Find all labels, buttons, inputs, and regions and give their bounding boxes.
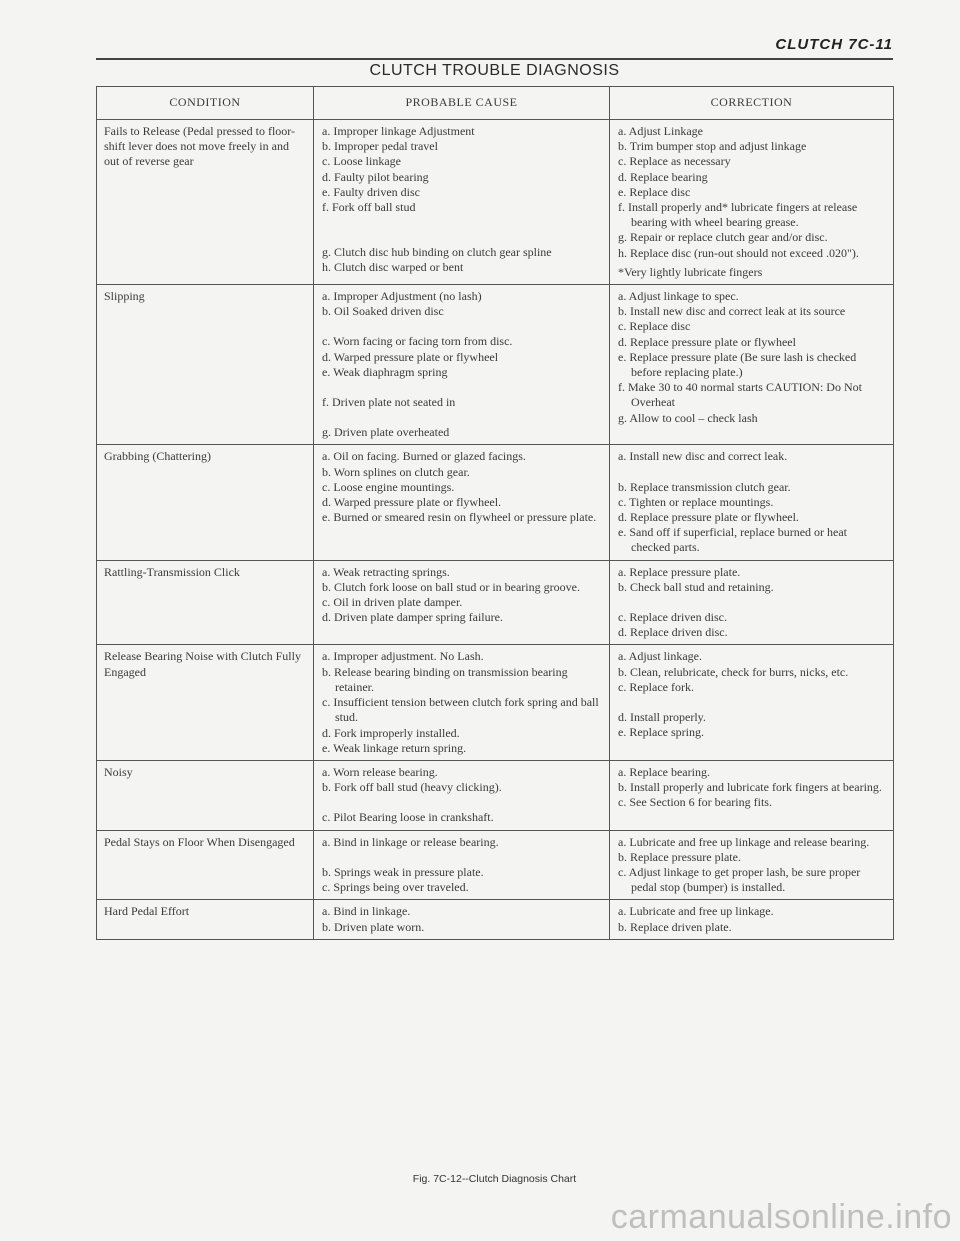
- condition-cell: Pedal Stays on Floor When Disengaged: [97, 830, 314, 900]
- cause-item: c. Worn facing or facing torn from disc.: [322, 334, 513, 349]
- correction-item: b. Trim bumper stop and adjust linkage: [618, 139, 807, 154]
- cause-item: g. Driven plate overheated: [322, 425, 450, 440]
- correction-item: b. Check ball stud and retaining.: [618, 579, 774, 594]
- correction-cell: [610, 645, 894, 760]
- cause-cell: [314, 445, 610, 560]
- cause-item: b. Worn splines on clutch gear.: [322, 464, 470, 479]
- correction-item: c. Replace fork.: [618, 679, 694, 694]
- cause-item: c. Springs being over traveled.: [322, 879, 469, 894]
- correction-item: c. See Section 6 for bearing fits.: [618, 795, 772, 810]
- cause-cell: [314, 120, 610, 285]
- correction-item: f. Make 30 to 40 normal starts CAUTION: Do Not Overheat: [618, 380, 862, 410]
- condition-cell: Fails to Release (Pedal pressed to floor-shift lever does not move freely in and out of reverse gear: [97, 120, 314, 285]
- correction-item: a. Replace pressure plate.: [618, 564, 741, 579]
- correction-item: f. Install properly and* lubricate fingers at release bearing with wheel bearing grease.: [618, 200, 858, 230]
- correction-item: c. Tighten or replace mountings.: [618, 494, 774, 509]
- cause-item: f. Driven plate not seated in: [322, 395, 456, 410]
- cause-item: f. Fork off ball stud: [322, 200, 416, 215]
- watermark: carmanualsonline.info: [610, 1198, 952, 1236]
- correction-item: g. Repair or replace clutch gear and/or disc.: [618, 230, 828, 245]
- diagnosis-table: [96, 86, 894, 940]
- cause-item: a. Improper adjustment. No Lash.: [322, 649, 484, 664]
- correction-cell: [610, 760, 894, 830]
- cause-item: c. Oil in driven plate damper.: [322, 595, 463, 610]
- correction-item: e. Replace disc: [618, 184, 691, 199]
- cause-cell: [314, 285, 610, 445]
- cause-item: h. Clutch disc warped or bent: [322, 260, 464, 275]
- cause-item: b. Improper pedal travel: [322, 139, 438, 154]
- correction-item: h. Replace disc (run-out should not exceed .020").: [618, 245, 859, 260]
- table-row: [97, 560, 894, 645]
- condition-cell: Rattling-Transmission Click: [97, 560, 314, 645]
- cause-cell: [314, 830, 610, 900]
- cause-cell: [314, 645, 610, 760]
- cause-item: a. Bind in linkage or release bearing.: [322, 834, 499, 849]
- cause-cell: [314, 900, 610, 939]
- correction-item: b. Clean, relubricate, check for burrs, nicks, etc.: [618, 664, 849, 679]
- column-header-cause: PROBABLE CAUSE: [314, 87, 610, 120]
- condition-cell: Release Bearing Noise with Clutch Fully Engaged: [97, 645, 314, 760]
- correction-cell: [610, 560, 894, 645]
- cause-item: b. Springs weak in pressure plate.: [322, 864, 484, 879]
- cause-item: e. Weak diaphragm spring: [322, 364, 448, 379]
- correction-item: d. Replace pressure plate or flywheel: [618, 334, 796, 349]
- cause-item: d. Driven plate damper spring failure.: [322, 610, 503, 625]
- cause-cell: [314, 560, 610, 645]
- correction-item: a. Adjust linkage.: [618, 649, 702, 664]
- correction-item: c. Adjust linkage to get proper lash, be sure proper pedal stop (bumper) is installed.: [618, 864, 861, 895]
- correction-item: a. Replace bearing.: [618, 764, 710, 779]
- table-row: [97, 120, 894, 285]
- cause-item: c. Insufficient tension between clutch fork spring and ball stud.: [322, 695, 599, 725]
- figure-caption: Fig. 7C-12--Clutch Diagnosis Chart: [412, 1173, 577, 1185]
- correction-item: a. Adjust Linkage: [618, 124, 703, 138]
- page-header: CLUTCH 7C-11: [775, 36, 893, 53]
- correction-item: b. Replace transmission clutch gear.: [618, 479, 791, 494]
- cause-item: d. Faulty pilot bearing: [322, 169, 429, 184]
- correction-item: d. Replace driven disc.: [618, 625, 728, 640]
- correction-item: c. Replace as necessary: [618, 154, 731, 169]
- cause-cell: [314, 760, 610, 830]
- condition-cell: Slipping: [97, 285, 314, 445]
- cause-item: d. Warped pressure plate or flywheel.: [322, 495, 502, 510]
- cause-item: c. Pilot Bearing loose in crankshaft.: [322, 810, 494, 825]
- table-row: [97, 285, 894, 445]
- cause-item: d. Warped pressure plate or flywheel: [322, 349, 499, 364]
- correction-item: c. Replace driven disc.: [618, 610, 727, 625]
- condition-cell: Noisy: [97, 760, 314, 830]
- correction-item: b. Replace pressure plate.: [618, 849, 741, 864]
- correction-cell: [610, 120, 894, 285]
- cause-item: a. Bind in linkage.: [322, 904, 411, 919]
- cause-item: a. Improper Adjustment (no lash): [322, 289, 482, 304]
- lubrication-note: *Very lightly lubricate fingers: [618, 264, 763, 279]
- cause-item: a. Improper linkage Adjustment: [322, 124, 475, 138]
- cause-item: a. Oil on facing. Burned or glazed facings.: [322, 449, 526, 464]
- correction-item: d. Install properly.: [618, 710, 706, 725]
- cause-item: a. Worn release bearing.: [322, 764, 438, 779]
- cause-item: b. Oil Soaked driven disc: [322, 304, 444, 319]
- cause-item: b. Driven plate worn.: [322, 919, 425, 934]
- condition-cell: Grabbing (Chattering): [97, 445, 314, 560]
- correction-item: b. Replace driven plate.: [618, 919, 732, 934]
- correction-item: e. Replace pressure plate (Be sure lash is checked before replacing plate.): [618, 349, 857, 380]
- correction-item: d. Replace pressure plate or flywheel.: [618, 510, 799, 525]
- correction-item: g. Allow to cool – check lash: [618, 410, 758, 425]
- cause-item: e. Weak linkage return spring.: [322, 740, 467, 755]
- cause-item: b. Release bearing binding on transmission bearing retainer.: [322, 664, 568, 694]
- chart-title: CLUTCH TROUBLE DIAGNOSIS: [369, 62, 620, 79]
- cause-item: e. Faulty driven disc: [322, 184, 420, 199]
- cause-item: d. Fork improperly installed.: [322, 725, 460, 740]
- correction-item: b. Install properly and lubricate fork fingers at bearing.: [618, 780, 882, 795]
- correction-item: e. Sand off if superficial, replace burned or heat checked parts.: [618, 525, 848, 555]
- cause-item: b. Fork off ball stud (heavy clicking).: [322, 780, 502, 795]
- column-header-condition: CONDITION: [97, 87, 314, 120]
- correction-cell: [610, 830, 894, 900]
- correction-cell: [610, 285, 894, 445]
- cause-item: c. Loose engine mountings.: [322, 479, 455, 494]
- cause-item: a. Weak retracting springs.: [322, 564, 450, 579]
- correction-item: b. Install new disc and correct leak at its source: [618, 304, 846, 319]
- table-row: [97, 445, 894, 560]
- table-row: [97, 645, 894, 760]
- cause-item: e. Burned or smeared resin on flywheel or pressure plate.: [322, 510, 597, 525]
- correction-item: a. Adjust linkage to spec.: [618, 289, 739, 304]
- table-row: [97, 900, 894, 939]
- header-rule: [96, 58, 893, 60]
- correction-cell: [610, 900, 894, 939]
- table-header-row: [97, 87, 894, 120]
- correction-item: d. Replace bearing: [618, 169, 708, 184]
- correction-item: a. Install new disc and correct leak.: [618, 449, 788, 464]
- correction-item: c. Replace disc: [618, 319, 691, 334]
- table-row: [97, 760, 894, 830]
- column-header-correction: CORRECTION: [610, 87, 894, 120]
- cause-item: c. Loose linkage: [322, 154, 401, 169]
- cause-item: g. Clutch disc hub binding on clutch gear spline: [322, 245, 552, 260]
- correction-item: a. Lubricate and free up linkage.: [618, 904, 774, 919]
- correction-item: e. Replace spring.: [618, 725, 704, 740]
- table-row: [97, 830, 894, 900]
- correction-item: a. Lubricate and free up linkage and release bearing.: [618, 834, 870, 849]
- correction-cell: [610, 445, 894, 560]
- condition-cell: Hard Pedal Effort: [97, 900, 314, 939]
- cause-item: b. Clutch fork loose on ball stud or in bearing groove.: [322, 579, 580, 594]
